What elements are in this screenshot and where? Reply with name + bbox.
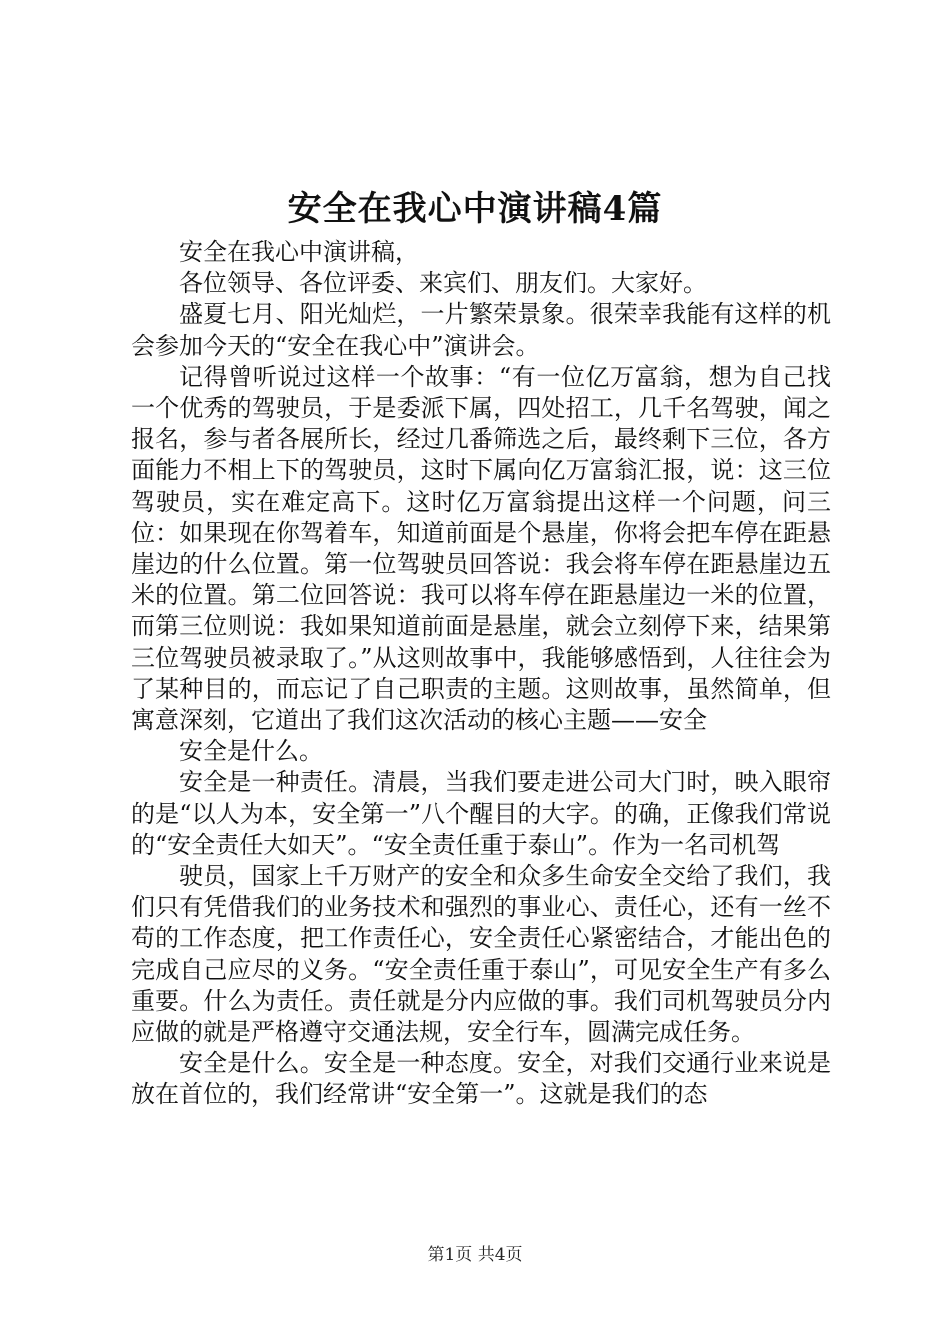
paragraph: 安全是一种责任。清晨，当我们要走进公司大门时，映入眼帘的是“以人为本，安全第一”八个醒目的大字。的确，正像我们常说的“安全责任大如天”。“安全责任重于泰山”。作为一名司机驾	[131, 768, 831, 859]
paragraph: 驶员，国家上千万财产的安全和众多生命安全交给了我们，我们只有凭借我们的业务技术和强烈的事业心、责任心，还有一丝不苟的工作态度，把工作责任心，安全责任心紧密结合，才能出色的完成自己应尽的义务。“安全责任重于泰山”，可见安全生产有多么重要。什么为责任。责任就是分内应做的事。我们司机驾驶员分内应做的就是严格遵守交通法规，安全行车，圆满完成任务。	[131, 862, 831, 1047]
paragraph: 安全是什么。安全是一种态度。安全，对我们交通行业来说是放在首位的，我们经常讲“安全第一”。这就是我们的态	[131, 1049, 831, 1109]
paragraph: 盛夏七月、阳光灿烂，一片繁荣景象。很荣幸我能有这样的机会参加今天的“安全在我心中”演讲会。	[131, 300, 831, 360]
document-body	[131, 237, 831, 1111]
paragraph: 记得曾听说过这样一个故事：“有一位亿万富翁，想为自己找一个优秀的驾驶员，于是委派下属，四处招工，几千名驾驶，闻之报名，参与者各展所长，经过几番筛选之后，最终剩下三位，各方面能力不相上下的驾驶员，这时下属向亿万富翁汇报，说：这三位驾驶员，实在难定高下。这时亿万富翁提出这样一个问题，问三位：如果现在你驾着车，知道前面是个悬崖，你将会把车停在距悬崖边的什么位置。第一位驾驶员回答说：我会将车停在距悬崖边五米的位置。第二位回答说：我可以将车停在距悬崖边一米的位置，而第三位则说：我如果知道前面是悬崖，就会立刻停下来，结果第三位驾驶员被录取了。”从这则故事中，我能够感悟到，人往往会为了某种目的，而忘记了自己职责的主题。这则故事，虽然简单，但寓意深刻，它道出了我们这次活动的核心主题——安全	[131, 362, 831, 735]
page-title: 安全在我心中演讲稿4篇	[287, 189, 663, 229]
page-footer: 第1页 共4页	[427, 1245, 523, 1265]
paragraph: 各位领导、各位评委、来宾们、朋友们。大家好。	[179, 269, 707, 298]
paragraph: 安全是什么。	[179, 737, 323, 766]
paragraph: 安全在我心中演讲稿，	[179, 238, 419, 266]
